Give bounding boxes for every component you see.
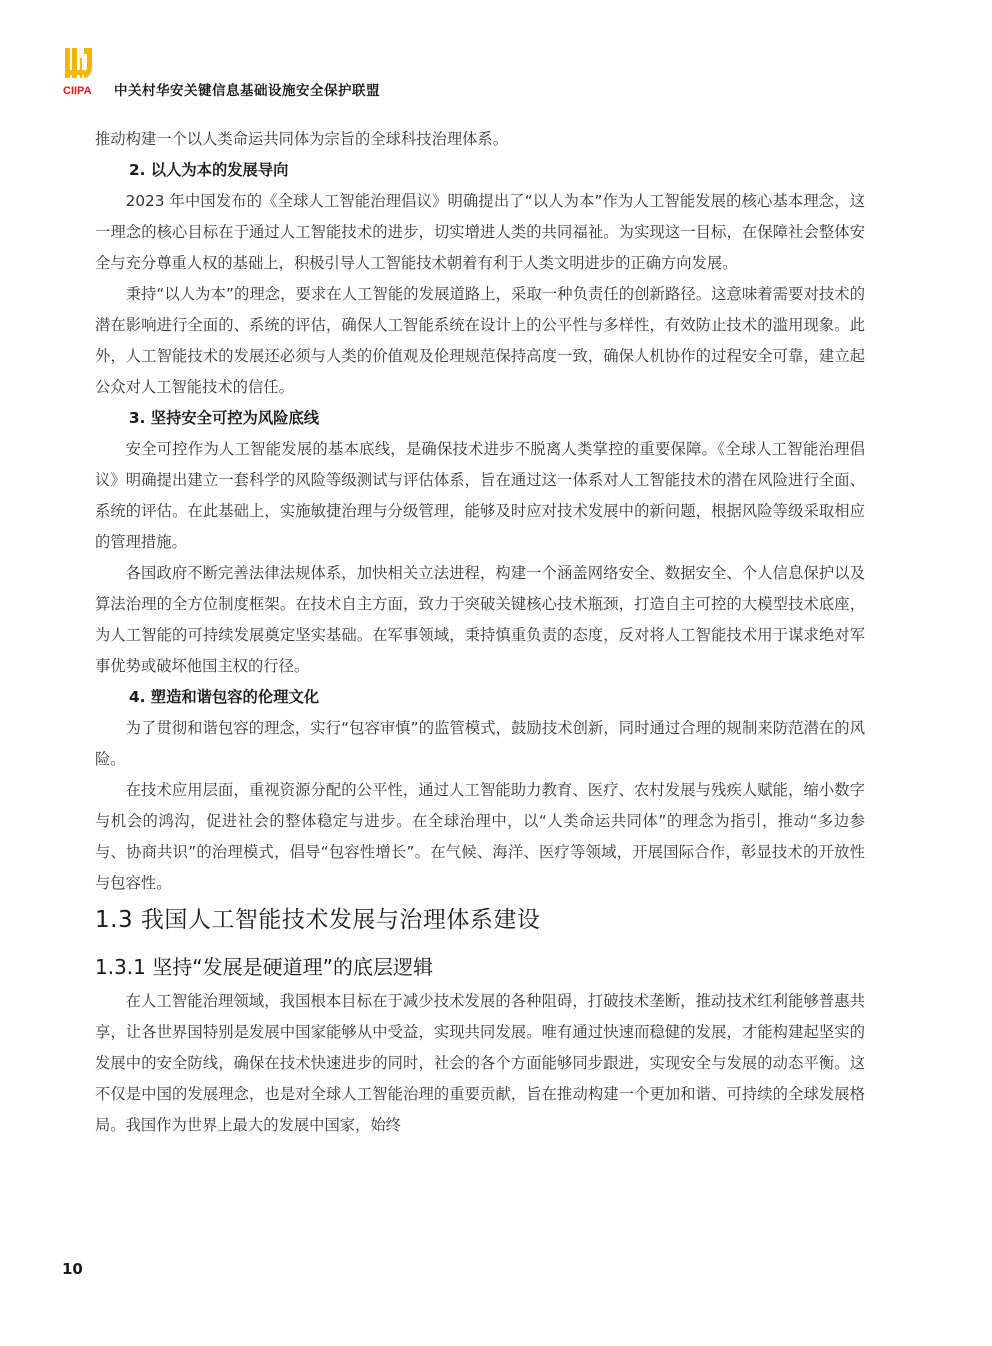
subheading-people-centered: 2. 以人为本的发展导向 bbox=[129, 161, 289, 179]
organization-name: 中关村华安关键信息基础设施安全保护联盟 bbox=[114, 83, 380, 99]
paragraph: 秉持“以人为本”的理念，要求在人工智能的发展道路上，采取一种负责任的创新路径。这意味着需要对技术的潜在影响进行全面的、系统的评估，确保人工智能系统在设计上的公平性与多样性，有效防止技术的滥用现象。此外，人工智能技术的发展还必须与人类的价值观及伦理规范保持高度一致，确保人机协作的过程安全可靠，建立起公众对人工智能技术的信任。 bbox=[95, 285, 865, 396]
subheading-safety-control: 3. 坚持安全可控为风险底线 bbox=[129, 409, 320, 427]
paragraph: 在人工智能治理领域，我国根本目标在于减少技术发展的各种阻碍，打破技术垄断，推动技术红利能够普惠共享，让各世界国特别是发展中国家能够从中受益，实现共同发展。唯有通过快速而稳健的发展，才能构建起坚实的发展中的安全防线，确保在技术快速进步的同时，社会的各个方面能够同步跟进，实现安全与发展的动态平衡。这不仅是中国的发展理念，也是对全球人工智能治理的重要贡献，旨在推动构建一个更加和谐、可持续的全球发展格局。我国作为世界上最大的发展中国家，始终 bbox=[95, 992, 865, 1134]
paragraph: 安全可控作为人工智能发展的基本底线，是确保技术进步不脱离人类掌控的重要保障。《全球人工智能治理倡议》明确提出建立一套科学的风险等级测试与评估体系，旨在通过这一体系对人工智能技术的潜在风险进行全面、系统的评估。在此基础上，实施敏捷治理与分级管理，能够及时应对技术发展中的新问题，根据风险等级采取相应的管理措施。 bbox=[95, 440, 865, 551]
page-header bbox=[62, 44, 662, 104]
page-number: 10 bbox=[62, 1260, 83, 1278]
logo-text: CIIPA bbox=[63, 85, 92, 97]
ciipa-logo-icon bbox=[62, 44, 98, 100]
document-body bbox=[95, 124, 865, 1141]
paragraph: 为了贯彻和谐包容的理念，实行“包容审慎”的监管模式，鼓励技术创新，同时通过合理的规制来防范潜在的风险。 bbox=[95, 719, 865, 768]
section-heading-1-3-1: 1.3.1 坚持“发展是硬道理”的底层逻辑 bbox=[95, 955, 433, 979]
paragraph: 2023 年中国发布的《全球人工智能治理倡议》明确提出了“以人为本”作为人工智能发展的核心基本理念，这一理念的核心目标在于通过人工智能技术的进步，切实增进人类的共同福祉。为实现这一目标，在保障社会整体安全与充分尊重人权的基础上，积极引导人工智能技术朝着有利于人类文明进步的正确方向发展。 bbox=[95, 192, 865, 272]
section-heading-1-3: 1.3 我国人工智能技术发展与治理体系建设 bbox=[95, 907, 541, 933]
paragraph: 各国政府不断完善法律法规体系，加快相关立法进程，构建一个涵盖网络安全、数据安全、个人信息保护以及算法治理的全方位制度框架。在技术自主方面，致力于突破关键核心技术瓶颈，打造自主可控的大模型技术底座，为人工智能的可持续发展奠定坚实基础。在军事领域，秉持慎重负责的态度，反对将人工智能技术用于谋求绝对军事优势或破坏他国主权的行径。 bbox=[95, 564, 865, 675]
paragraph: 在技术应用层面，重视资源分配的公平性，通过人工智能助力教育、医疗、农村发展与残疾人赋能，缩小数字与机会的鸿沟，促进社会的整体稳定与进步。在全球治理中，以“人类命运共同体”的理念为指引，推动“多边参与、协商共识”的治理模式，倡导“包容性增长”。在气候、海洋、医疗等领域，开展国际合作，彰显技术的开放性与包容性。 bbox=[95, 781, 865, 892]
subheading-ethics-culture: 4. 塑造和谐包容的伦理文化 bbox=[129, 688, 320, 706]
paragraph-continuation: 推动构建一个以人类命运共同体为宗旨的全球科技治理体系。 bbox=[95, 130, 509, 148]
ciipa-logo bbox=[62, 44, 98, 100]
